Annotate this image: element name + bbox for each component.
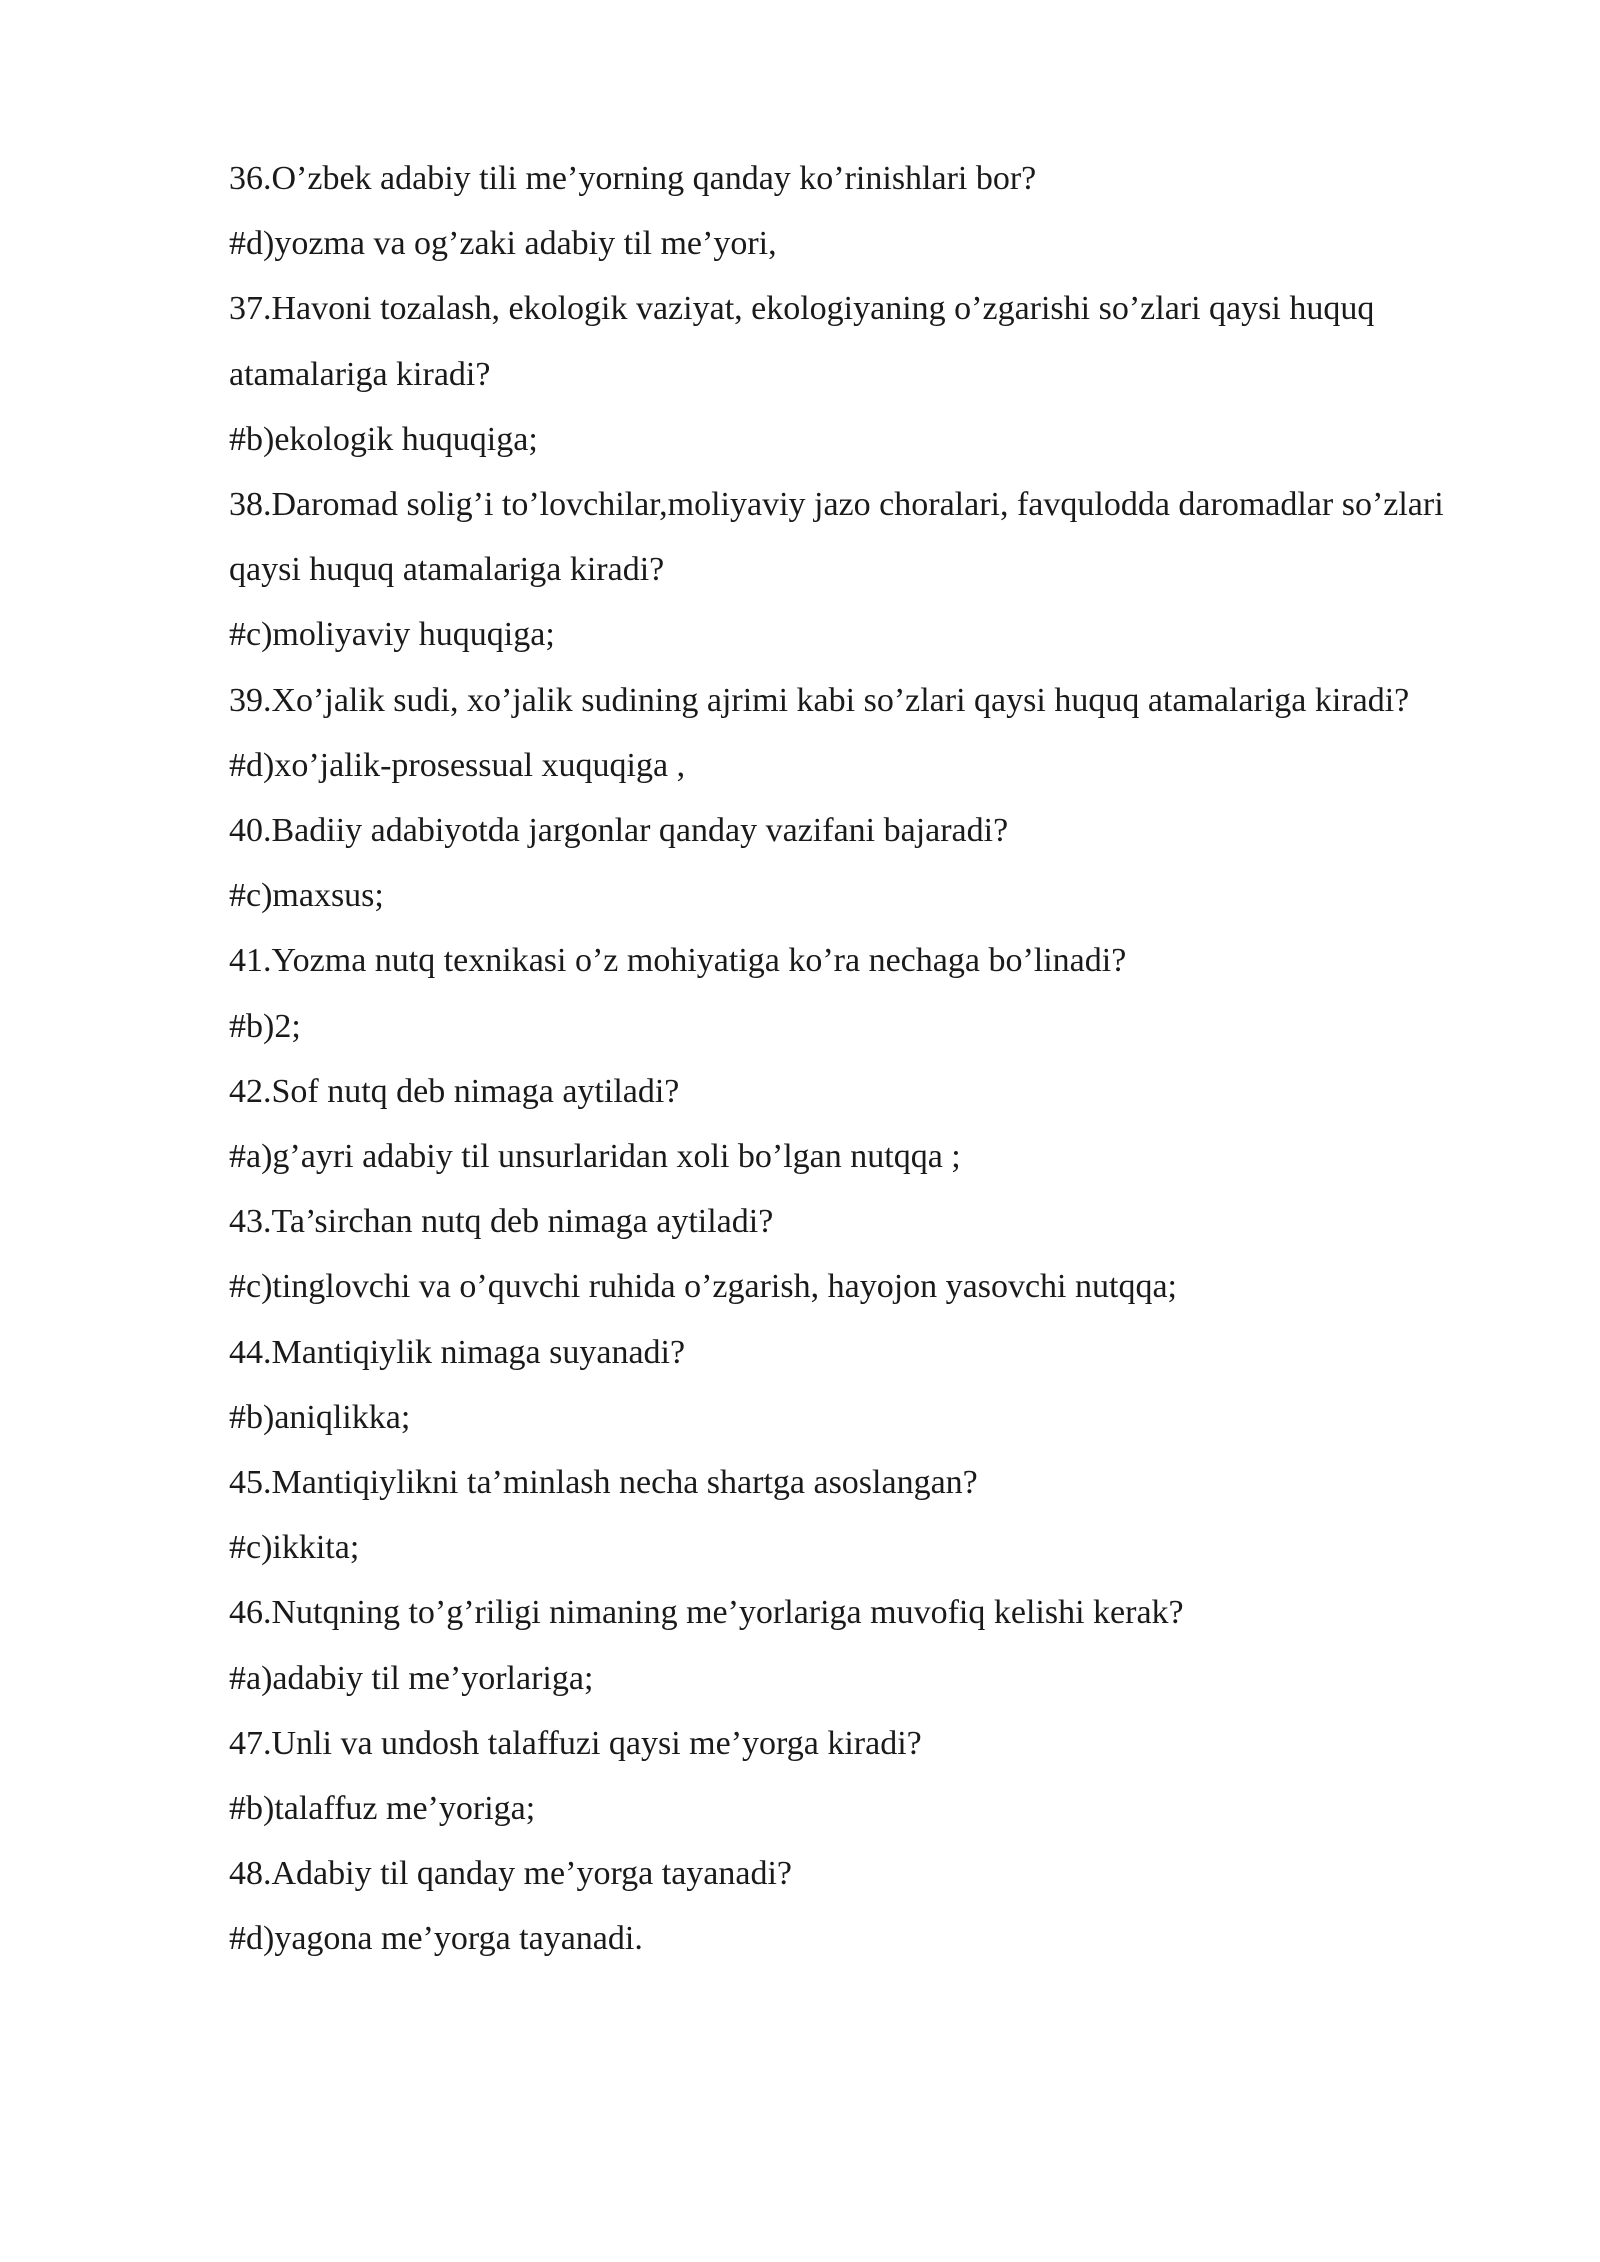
question-text: 43.Ta’sirchan nutq deb nimaga aytiladi? [229, 1203, 774, 1241]
question-text: 37.Havoni tozalash, ekologik vaziyat, ekologiyaning o’zgarishi so’zlari qaysi huquq atamalariga kiradi? [229, 290, 1375, 393]
question-item [229, 798, 1479, 928]
question-item [229, 276, 1479, 472]
question-item [229, 1059, 1479, 1189]
question-item [229, 928, 1479, 1058]
question-item [229, 472, 1479, 668]
answer-text: #a)adabiy til me’yorlariga; [229, 1659, 594, 1697]
question-item [229, 146, 1479, 276]
question-item [229, 1320, 1479, 1450]
answer-text: #b)ekologik huquqiga; [229, 420, 538, 458]
question-text: 36.O’zbek adabiy tili me’yorning qanday ko’rinishlari bor? [229, 160, 1037, 197]
question-text: 40.Badiiy adabiyotda jargonlar qanday vazifani bajaradi? [229, 812, 1009, 850]
question-text: 46.Nutqning to’g’riligi nimaning me’yorlariga muvofiq kelishi kerak? [229, 1594, 1184, 1632]
question-text: 38.Daromad solig’i to’lovchilar,moliyaviy jazo choralari, favqulodda daromadlar so’zlari qaysi huquq atamalariga kiradi? [229, 486, 1444, 589]
question-item [229, 668, 1479, 798]
question-text: 42.Sof nutq deb nimaga aytiladi? [229, 1072, 680, 1110]
question-text: 45.Mantiqiylikni ta’minlash necha shartga asoslangan? [229, 1464, 978, 1502]
answer-text: #d)yozma va og’zaki adabiy til me’yori, [229, 225, 777, 263]
question-text: 39.Xo’jalik sudi, xo’jalik sudining ajrimi kabi so’zlari qaysi huquq atamalariga kiradi? [229, 681, 1410, 719]
question-item [229, 1580, 1479, 1710]
question-text: 48.Adabiy til qanday me’yorga tayanadi? [229, 1855, 793, 1893]
answer-text: #b)aniqlikka; [229, 1398, 411, 1436]
answer-text: #c)tinglovchi va o’quvchi ruhida o’zgarish, hayojon yasovchi nutqqa; [229, 1268, 1177, 1306]
question-item [229, 1711, 1479, 1841]
answer-text: #b)2; [229, 1007, 301, 1045]
answer-text: #b)talaffuz me’yoriga; [229, 1790, 536, 1828]
question-text: 44.Mantiqiylik nimaga suyanadi? [229, 1333, 686, 1371]
question-item [229, 1450, 1479, 1580]
question-list [229, 146, 1479, 1972]
question-item [229, 1189, 1479, 1319]
question-text: 47.Unli va undosh talaffuzi qaysi me’yorga kiradi? [229, 1724, 922, 1762]
answer-text: #c)ikkita; [229, 1529, 360, 1567]
answer-text: #a)g’ayri adabiy til unsurlaridan xoli bo’lgan nutqqa ; [229, 1138, 961, 1176]
question-text: 41.Yozma nutq texnikasi o’z mohiyatiga ko’ra nechaga bo’linadi? [229, 942, 1127, 980]
answer-text: #c)maxsus; [229, 877, 384, 915]
answer-text: #c)moliyaviy huquqiga; [229, 616, 555, 654]
answer-text: #d)xo’jalik-prosessual xuquqiga , [229, 746, 686, 784]
answer-text: #d)yagona me’yorga tayanadi. [229, 1920, 643, 1958]
question-item [229, 1841, 1479, 1971]
